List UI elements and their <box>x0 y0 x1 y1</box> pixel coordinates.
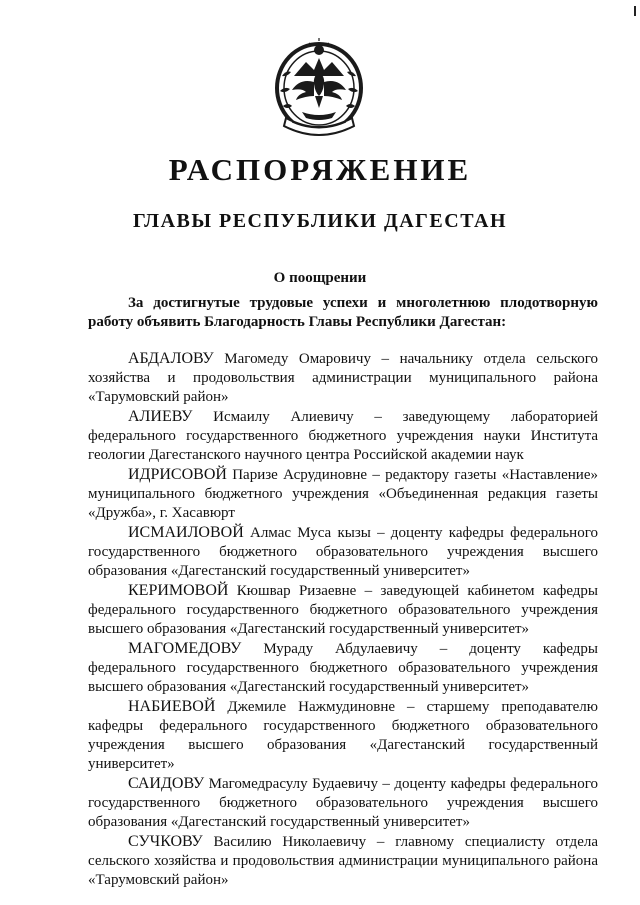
awardee-surname: САИДОВУ <box>128 775 205 792</box>
awardee-list <box>88 349 598 890</box>
awardee-surname: АЛИЕВУ <box>128 408 193 425</box>
awardee-entry <box>88 523 598 581</box>
awardee-surname: СУЧКОВУ <box>128 833 203 850</box>
document-subtitle: ГЛАВЫ РЕСПУБЛИКИ ДАГЕСТАН <box>132 210 508 232</box>
awardee-entry <box>88 581 598 639</box>
awardee-entry <box>88 465 598 523</box>
document-topic: О поощрении <box>273 270 367 286</box>
awardee-details: Исмаилу Алиевичу – заведующему лабораторией федерального государственного бюджетного учреждения науки Института геологии Дагестанского научного центра Российской академии наук <box>88 409 598 463</box>
dagestan-emblem-icon <box>272 36 366 146</box>
awardee-surname: НАБИЕВОЙ <box>128 698 216 715</box>
awardee-entry <box>88 774 598 832</box>
awardee-details: Василию Николаевичу – главному специалисту отдела сельского хозяйства и продовольствия администрации муниципального района «Тарумовский район» <box>88 834 598 888</box>
awardee-details: Мураду Абдулаевичу – доценту кафедры федерального государственного бюджетного образовательного учреждения высшего образования «Дагестанский государственный университет» <box>88 641 598 695</box>
awardee-details: Алмас Муса кызы – доценту кафедры федерального государственного бюджетного образовательного учреждения высшего образования «Дагестанский государственный университет» <box>88 525 598 579</box>
awardee-surname: ИДРИСОВОЙ <box>128 466 227 483</box>
scan-edge-mark <box>634 6 636 16</box>
awardee-details: Магомеду Омаровичу – начальнику отдела сельского хозяйства и продовольствия администрации муниципального района «Тарумовский район» <box>88 351 598 405</box>
awardee-entry <box>88 697 598 774</box>
awardee-details: Магомедрасулу Будаевичу – доценту кафедры федерального государственного бюджетного образовательного учреждения высшего образования «Дагестанский государственный университет» <box>88 776 598 830</box>
document-title: РАСПОРЯЖЕНИЕ <box>168 152 472 187</box>
awardee-surname: КЕРИМОВОЙ <box>128 582 229 599</box>
awardee-entry <box>88 639 598 697</box>
awardee-entry <box>88 407 598 465</box>
preamble-paragraph: За достигнутые трудовые успехи и многолетнюю плодотворную работу объявить Благодарность Главы Республики Дагестан: <box>88 295 598 330</box>
awardee-entry <box>88 832 598 890</box>
awardee-surname: ИСМАИЛОВОЙ <box>128 524 244 541</box>
awardee-entry <box>88 349 598 407</box>
awardee-surname: АБДАЛОВУ <box>128 350 214 367</box>
awardee-details: Кюшвар Ризаевне – заведующей кабинетом кафедры федерального государственного бюджетного образовательного учреждения высшего образования «Дагестанский государственный университет» <box>88 583 598 637</box>
awardee-surname: МАГОМЕДОВУ <box>128 640 242 657</box>
awardee-details: Паризе Асрудиновне – редактору газеты «Наставление» муниципального бюджетного учреждения «Объединенная редакция газеты «Дружба», г. Хасавюрт <box>88 467 598 521</box>
awardee-details: Джемиле Нажмудиновне – старшему преподавателю кафедры федерального государственного бюджетного образовательного учреждения высшего образования «Дагестанский государственный университет» <box>88 699 598 772</box>
